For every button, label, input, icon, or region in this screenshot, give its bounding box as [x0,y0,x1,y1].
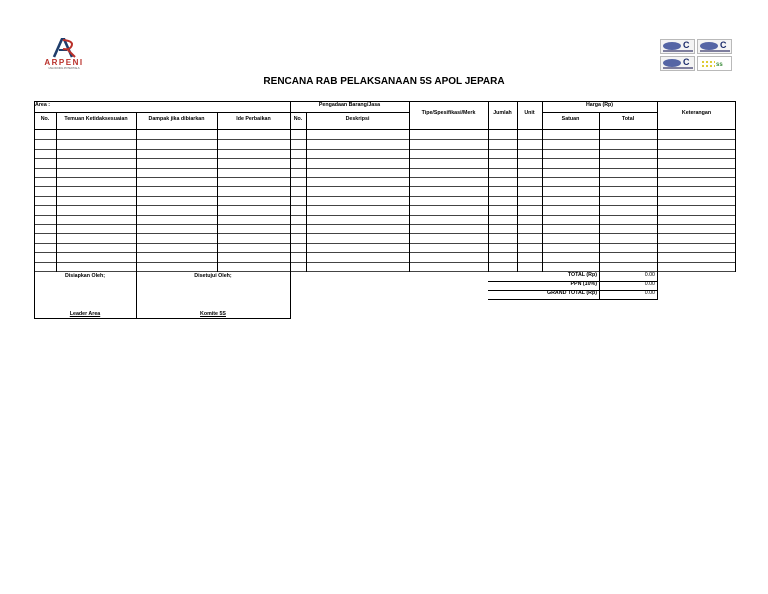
header-jumlah: Jumlah [493,110,512,116]
ppn-label: PPN (10%) [570,281,597,287]
certification-badge-icon: C [660,56,695,71]
rab-table [34,101,736,319]
grid-line [488,281,657,282]
header-tipe: Tipe/Spesifikasi/Merk [421,110,476,116]
grid-line [599,112,600,272]
grid-line [217,112,218,272]
total-value: 0.00 [644,272,655,278]
logo-tagline: UNLOCKING POTENTIALS [48,67,80,70]
table-row [34,215,736,216]
grid-line [657,272,658,300]
grid-line [34,112,409,113]
header-no-2: No. [293,116,303,122]
company-logo [36,38,92,78]
grid-line [34,272,35,319]
grid-line [290,272,291,319]
header-satuan: Satuan [561,116,580,122]
header-total: Total [621,116,635,122]
grid-line [488,101,489,272]
table-row [34,139,736,140]
grid-line [517,101,518,272]
grand-total-value: 0.00 [644,290,655,296]
certification-badge-icon: C [660,39,695,54]
table-row [34,158,736,159]
table-border-top [34,101,736,102]
grid-line [488,290,657,291]
table-row [34,224,736,225]
grid-line [34,101,35,272]
grid-line [599,272,600,300]
table-row [34,271,736,272]
grid-line [735,101,736,272]
grid-line [488,299,657,300]
certification-badges [660,39,733,71]
table-row [34,243,736,244]
header-ide: Ide Perbaikan [236,116,271,122]
table-row [34,149,736,150]
prepared-by-role: Leader Area [69,311,101,317]
grid-line [136,112,137,272]
header-pengadaan: Pengadaan Barang/Jasa [318,102,381,108]
header-keterangan: Keterangan [681,110,712,116]
table-row [34,233,736,234]
header-dampak: Dampak jika dibiarkan [148,116,205,122]
prepared-by-label: Disiapkan Oleh; [64,273,106,279]
grid-line [542,101,543,272]
arpeni-logo-icon [51,38,77,58]
table-row [34,262,736,263]
header-unit: Unit [524,110,535,116]
header-harga: Harga (Rp) [585,102,614,108]
table-row [34,252,736,253]
area-label: Area : [35,102,51,108]
signature-border-bottom [34,318,291,319]
document-title: RENCANA RAB PELAKSANAAN 5S APOL JEPARA [263,76,505,87]
grid-line [136,272,137,319]
header-temuan: Temuan Ketidaksesuaian [64,116,128,122]
table-row [34,196,736,197]
grid-line [657,101,658,272]
header-no: No. [40,116,50,122]
grid-line [290,101,291,272]
grid-line [56,112,57,272]
certification-badge-icon: C [697,39,732,54]
grid-line [409,101,410,272]
certification-badge-icon: ss [697,56,732,71]
table-row [34,177,736,178]
grid-line [34,129,736,130]
header-deskripsi: Deskripsi [345,116,370,122]
table-row [34,168,736,169]
approved-by-label: Disetujui Oleh; [194,273,232,279]
table-row [34,186,736,187]
ppn-value: 0.00 [644,281,655,287]
table-row [34,205,736,206]
grand-total-label: GRAND TOTAL (Rp) [546,290,597,296]
logo-brand: ARPENI [44,58,84,67]
grid-line [306,112,307,272]
total-label: TOTAL (Rp) [567,272,597,278]
approved-by-role: Komite 5S [200,311,226,317]
